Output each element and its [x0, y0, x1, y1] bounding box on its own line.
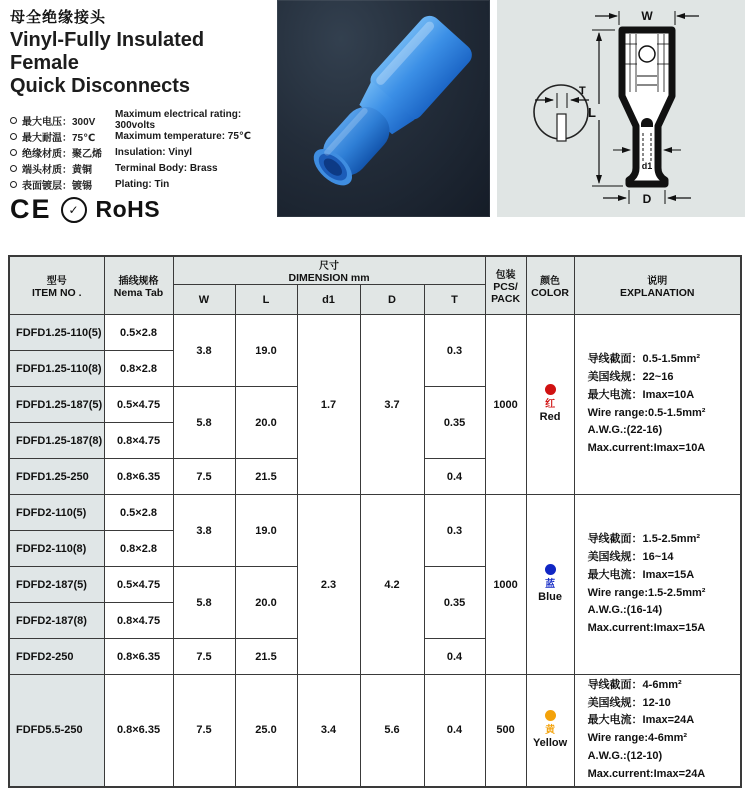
t-section-view	[534, 85, 589, 141]
spec-en: Plating: Tin	[115, 178, 170, 190]
value-cell: 5.6	[360, 675, 424, 787]
col-header-nema-en: Nema Tab	[113, 287, 164, 299]
explanation-line: Max.current:Imax=15A	[587, 622, 706, 635]
value-cell: 0.3	[424, 495, 485, 567]
value-cell: 0.8×6.35	[104, 639, 173, 675]
value-cell: 20.0	[235, 387, 297, 459]
dim-label-d1: d1	[641, 161, 653, 171]
explanation-line: 导线截面：1.5-2.5mm²	[587, 533, 701, 546]
value-cell: 21.5	[235, 459, 297, 495]
rohs-label: RoHS	[95, 196, 161, 222]
table-row	[9, 675, 741, 787]
spec-table	[8, 255, 742, 788]
explanation-line: 导线截面：4-6mm²	[587, 678, 682, 691]
value-cell: 500	[485, 675, 526, 787]
blue-dot-icon	[545, 564, 556, 575]
value-cell: 3.8	[173, 495, 235, 567]
spec-en: Insulation: Vinyl	[115, 146, 193, 158]
value-cell: 5.8	[173, 387, 235, 459]
quality-certification-icon: ✓	[61, 197, 87, 223]
color-cell	[526, 495, 574, 675]
explanation-line: A.W.G.:(12-10)	[587, 750, 663, 763]
explanation-line: 最大电流：Imax=15A	[587, 568, 695, 581]
value-cell: 0.5×4.75	[104, 387, 173, 423]
explanation-cell	[574, 315, 741, 495]
col-header-expl-zh: 说明	[647, 276, 668, 287]
explanation-line: 导线截面：0.5-1.5mm²	[587, 353, 701, 366]
item-no-cell: FDFD5.5-250	[9, 675, 104, 787]
col-header-explanation	[574, 256, 741, 315]
color-name-zh: 黄	[545, 724, 556, 736]
table-row	[9, 315, 741, 351]
page-title-en-line2: Quick Disconnects	[10, 75, 191, 97]
value-cell: 0.5×4.75	[104, 567, 173, 603]
explanation-line: A.W.G.:(16-14)	[587, 604, 663, 617]
d-dimension	[603, 190, 691, 206]
spec-table-body	[9, 315, 741, 787]
col-header-dim-en: DIMENSION mm	[288, 272, 370, 284]
value-cell: 0.35	[424, 387, 485, 459]
spec-row	[10, 160, 274, 176]
col-header-item-en: ITEM NO .	[31, 287, 82, 299]
value-cell: 19.0	[235, 315, 297, 387]
color-name-en: Blue	[538, 591, 562, 604]
col-header-d: D	[360, 285, 424, 315]
technical-drawing	[497, 0, 745, 217]
dim-label-d: D	[642, 192, 652, 206]
spec-en: Maximum electrical rating: 300volts	[115, 109, 242, 131]
value-cell: 3.7	[360, 315, 424, 495]
explanation-line: 美国线规：22~16	[587, 370, 674, 383]
col-header-d1: d1	[297, 285, 360, 315]
col-header-dimension	[173, 256, 485, 285]
value-cell: 1000	[485, 495, 526, 675]
col-header-l: L	[235, 285, 297, 315]
explanation-cell	[574, 675, 741, 787]
value-cell: 21.5	[235, 639, 297, 675]
item-no-cell: FDFD2-187(5)	[9, 567, 104, 603]
value-cell: 3.4	[297, 675, 360, 787]
explanation-line: Max.current:Imax=24A	[587, 767, 706, 780]
value-cell: 0.8×2.8	[104, 531, 173, 567]
page-title-en-line1: Vinyl-Fully Insulated Female	[10, 29, 205, 74]
col-header-expl-en: EXPLANATION	[620, 287, 695, 299]
value-cell: 20.0	[235, 567, 297, 639]
product-photo	[277, 0, 490, 217]
col-header-item	[9, 256, 104, 315]
item-no-cell: FDFD2-110(8)	[9, 531, 104, 567]
value-cell: 0.35	[424, 567, 485, 639]
item-no-cell: FDFD1.25-187(8)	[9, 423, 104, 459]
bullet-icon	[10, 149, 17, 156]
item-no-cell: FDFD1.25-187(5)	[9, 387, 104, 423]
spec-zh: 最大电压：300V	[22, 116, 96, 128]
spec-row	[10, 176, 274, 192]
spec-en: Maximum temperature: 75℃	[115, 130, 252, 142]
value-cell: 1.7	[297, 315, 360, 495]
col-header-w: W	[173, 285, 235, 315]
spec-row	[10, 128, 274, 144]
value-cell: 0.8×2.8	[104, 351, 173, 387]
explanation-line: 美国线规：16~14	[587, 550, 674, 563]
value-cell: 7.5	[173, 639, 235, 675]
l-dimension	[588, 30, 623, 186]
dim-label-l: L	[588, 105, 596, 120]
spec-row	[10, 144, 274, 160]
value-cell: 7.5	[173, 675, 235, 787]
explanation-line: Wire range:0.5-1.5mm²	[587, 406, 706, 419]
item-no-cell: FDFD2-250	[9, 639, 104, 675]
item-no-cell: FDFD1.25-110(8)	[9, 351, 104, 387]
bullet-icon	[10, 165, 17, 172]
spec-row	[10, 109, 274, 131]
ce-mark-icon: CE	[10, 194, 52, 224]
explanation-line: Wire range:4-6mm²	[587, 732, 688, 745]
col-header-dim-zh: 尺寸	[319, 261, 340, 272]
col-header-item-zh: 型号	[46, 276, 67, 287]
explanation-line: Max.current:Imax=10A	[587, 442, 706, 455]
value-cell: 5.8	[173, 567, 235, 639]
col-header-pack-en1: PCS/	[493, 281, 518, 293]
bullet-icon	[10, 133, 17, 140]
dim-label-w: W	[641, 9, 653, 23]
page-title-en	[10, 29, 272, 98]
value-cell: 0.3	[424, 315, 485, 387]
item-no-cell: FDFD1.25-110(5)	[9, 315, 104, 351]
value-cell: 0.5×2.8	[104, 495, 173, 531]
value-cell: 19.0	[235, 495, 297, 567]
col-header-nema-zh: 插线规格	[118, 276, 159, 287]
dim-label-t: T	[579, 85, 586, 97]
value-cell: 0.5×2.8	[104, 315, 173, 351]
explanation-cell	[574, 495, 741, 675]
value-cell: 25.0	[235, 675, 297, 787]
blue-terminal-illustration	[277, 0, 490, 217]
spec-zh: 端头材质：黄铜	[22, 164, 92, 176]
value-cell: 3.8	[173, 315, 235, 387]
value-cell: 7.5	[173, 459, 235, 495]
header-left	[10, 6, 272, 98]
explanation-line: 美国线规：12-10	[587, 696, 671, 709]
value-cell: 4.2	[360, 495, 424, 675]
col-header-pack-zh: 包装	[495, 270, 516, 281]
value-cell: 0.4	[424, 459, 485, 495]
explanation-line: Wire range:1.5-2.5mm²	[587, 586, 706, 599]
value-cell: 0.8×6.35	[104, 459, 173, 495]
w-dimension	[595, 9, 699, 25]
item-no-cell: FDFD2-110(5)	[9, 495, 104, 531]
red-dot-icon	[545, 384, 556, 395]
color-name-en: Red	[539, 411, 561, 424]
col-header-color	[526, 256, 574, 315]
spec-list	[10, 109, 274, 192]
col-header-pack	[485, 256, 526, 315]
explanation-line: 最大电流：Imax=24A	[587, 714, 695, 727]
color-cell	[526, 315, 574, 495]
value-cell: 0.4	[424, 675, 485, 787]
explanation-line: 最大电流：Imax=10A	[587, 388, 695, 401]
spec-zh: 表面镀层：镀锡	[22, 180, 92, 192]
bullet-icon	[10, 117, 17, 124]
value-cell: 2.3	[297, 495, 360, 675]
color-name-zh: 红	[545, 398, 556, 410]
spec-zh: 绝缘材质：聚乙烯	[22, 148, 102, 160]
spec-zh: 最大耐温：75℃	[22, 132, 96, 144]
value-cell: 0.8×4.75	[104, 423, 173, 459]
yellow-dot-icon	[545, 710, 556, 721]
color-name-zh: 蓝	[545, 578, 556, 590]
col-header-color-en: COLOR	[531, 287, 570, 299]
value-cell: 0.4	[424, 639, 485, 675]
item-no-cell: FDFD2-187(8)	[9, 603, 104, 639]
col-header-nema	[104, 256, 173, 315]
page-title-zh: 母全绝缘接头	[10, 9, 107, 26]
spec-en: Terminal Body: Brass	[115, 162, 218, 174]
color-name-en: Yellow	[532, 737, 568, 750]
col-header-pack-en2: PACK	[491, 293, 521, 305]
value-cell: 0.8×6.35	[104, 675, 173, 787]
explanation-line: A.W.G.:(22-16)	[587, 424, 663, 437]
col-header-color-zh: 颜色	[540, 276, 561, 287]
bullet-icon	[10, 181, 17, 188]
certification-logos	[10, 194, 160, 225]
col-header-t: T	[424, 285, 485, 315]
color-cell	[526, 675, 574, 787]
dimension-diagram	[497, 0, 745, 217]
item-no-cell: FDFD1.25-250	[9, 459, 104, 495]
value-cell: 0.8×4.75	[104, 603, 173, 639]
table-row	[9, 495, 741, 531]
value-cell: 1000	[485, 315, 526, 495]
